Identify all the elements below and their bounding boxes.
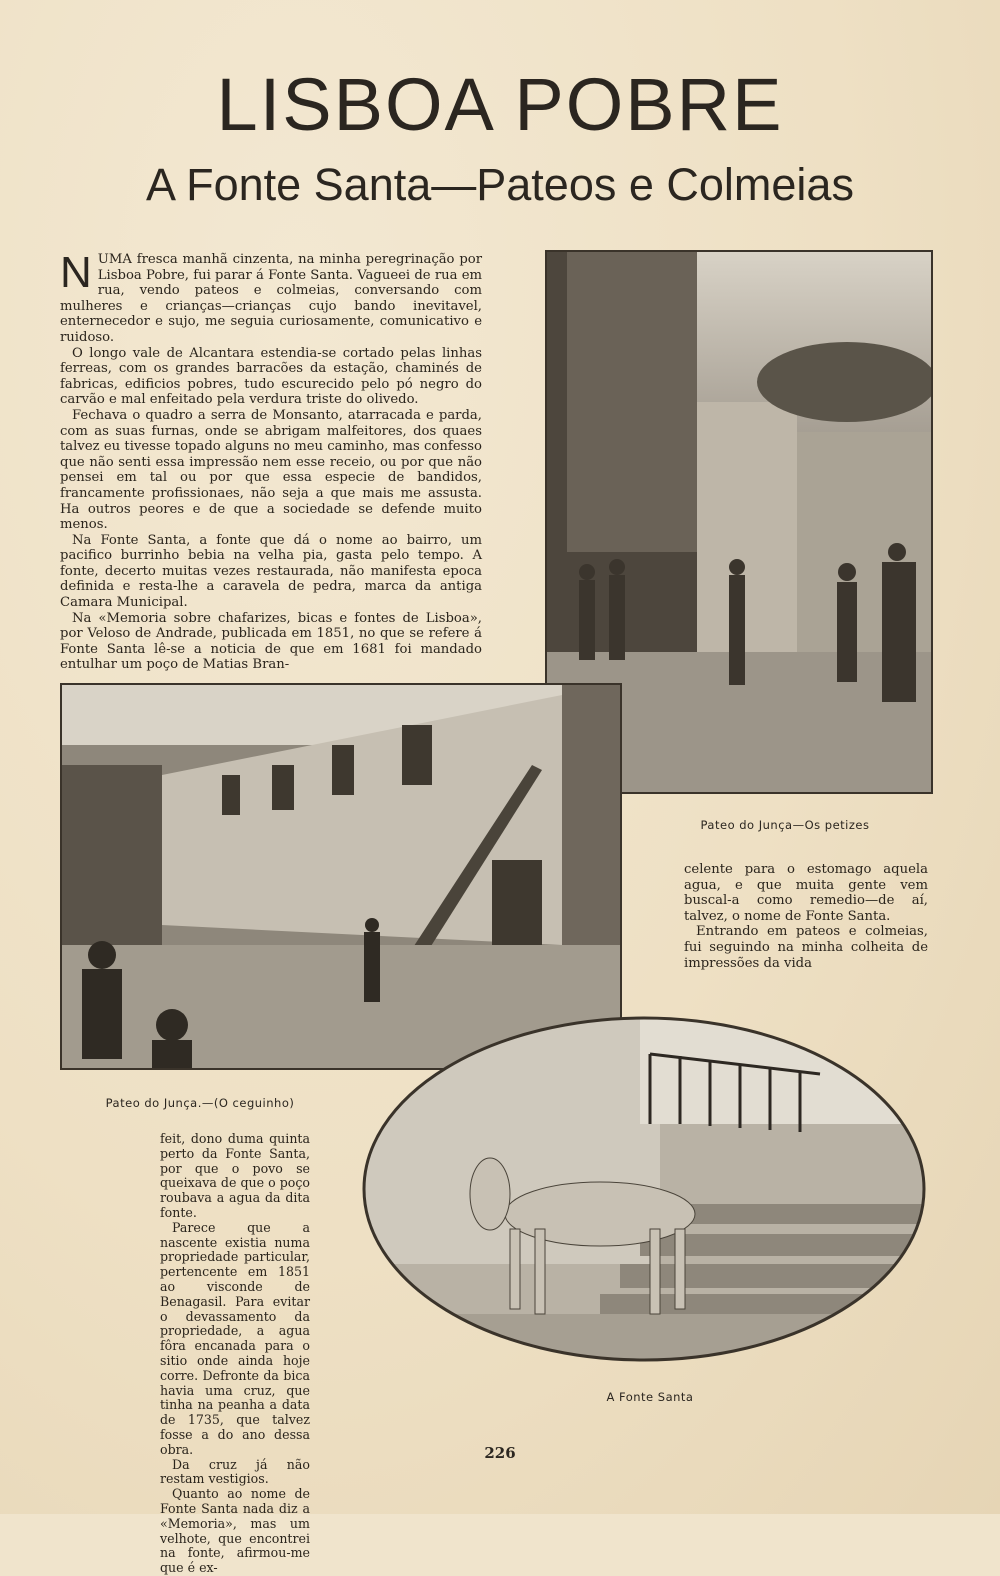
photo-fonte-santa <box>360 1014 928 1364</box>
paragraph: O longo vale de Alcantara estendia-se cortado pelas linhas ferreas, com os grandes barracões da estação, chaminés de fabricas, edificios pobres, tudo escurecido pelo pó negro do carvão e mal enfeitado pela verdura triste do olivedo. <box>60 345 482 408</box>
drop-cap: N <box>60 248 92 297</box>
page-title: LISBOA POBRE <box>216 63 784 146</box>
paragraph: Na «Memoria sobre chafarizes, bicas e fontes de Lisboa», por Veloso de Andrade, publicada em 1851, no que se refere á Fonte Santa lê-se a noticia de que em 1681 foi mandado entulhar um poço de Matias Bran- <box>60 610 482 673</box>
article-column-2 <box>684 862 928 971</box>
paragraph: Na Fonte Santa, a fonte que dá o nome ao bairro, um pacifico burrinho bebia na velha pia, gasta pelo tempo. A fonte, decerto muitas vezes restaurada, não manifesta epoca definida e resta-lhe a caravela de pedra, marca da antiga Camara Municipal. <box>60 532 482 611</box>
photo-pateo-ceguinho <box>60 683 622 1070</box>
article-column-3 <box>160 1131 310 1576</box>
photo-1-caption: Pateo do Junça—Os petizes <box>700 818 870 832</box>
paragraph: Fechava o quadro a serra de Monsanto, atarracada e parda, com as suas furnas, onde se abrigam malfeitores, dos quaes talvez eu tivesse topado alguns no meu caminho, mas confesso que não senti essa impressão nem esse receio, ou por que não pensei em tal ou por que essa especie de bandidos, francamente profissionaes, não seja a que mais me assusta. Ha outros peores e de que a sociedade se defende muito menos. <box>60 407 482 533</box>
paragraph: Entrando em pateos e colmeias, fui seguindo na minha colheita de impressões da vida <box>684 924 928 971</box>
paragraph: celente para o estomago aquela agua, e que muita gente vem buscal-a como remedio—de aí, talvez, o nome de Fonte Santa. <box>684 862 928 924</box>
paragraph: feit, dono duma quinta perto da Fonte Santa, por que o povo se queixava de que o poço roubava a agua da dita fonte. <box>160 1131 310 1220</box>
paragraph: Parece que a nascente existia numa propriedade particular, pertencente em 1851 ao visconde de Benagasil. Para evitar o devassamento da propriedade, a agua fôra encanada para o sitio onde ainda hoje corre. Defronte da bica havia uma cruz, que tinha na peanha a data de 1735, que talvez fosse a do ano dessa obra. <box>160 1219 310 1457</box>
photo-2-caption: Pateo do Junça.—(O ceguinho) <box>105 1096 295 1110</box>
page-number: 226 <box>484 1444 516 1462</box>
article-column-1 <box>60 248 482 673</box>
page-subtitle: A Fonte Santa—Pateos e Colmeias <box>146 159 854 210</box>
photo-3-caption: A Fonte Santa <box>606 1390 694 1404</box>
photo-image <box>360 1014 928 1364</box>
paragraph: Quanto ao nome de Fonte Santa nada diz a «Memoria», mas um velhote, que encontrei na fonte, afirmou-me que é ex- <box>160 1486 310 1576</box>
photo-image <box>62 685 620 1068</box>
paragraph-intro: NUMA fresca manhã cinzenta, na minha peregrinação por Lisboa Pobre, fui parar á Fonte Santa. Vagueei de rua em rua, vendo pateos e colmeias, conversando com mulheres e crianças—crianças cujo bando inevitavel, enternecedor e sujo, me seguia curiosamente, comunicativo e ruidoso. <box>60 248 482 345</box>
paragraph: Da cruz já não restam vestigios. <box>160 1456 310 1487</box>
